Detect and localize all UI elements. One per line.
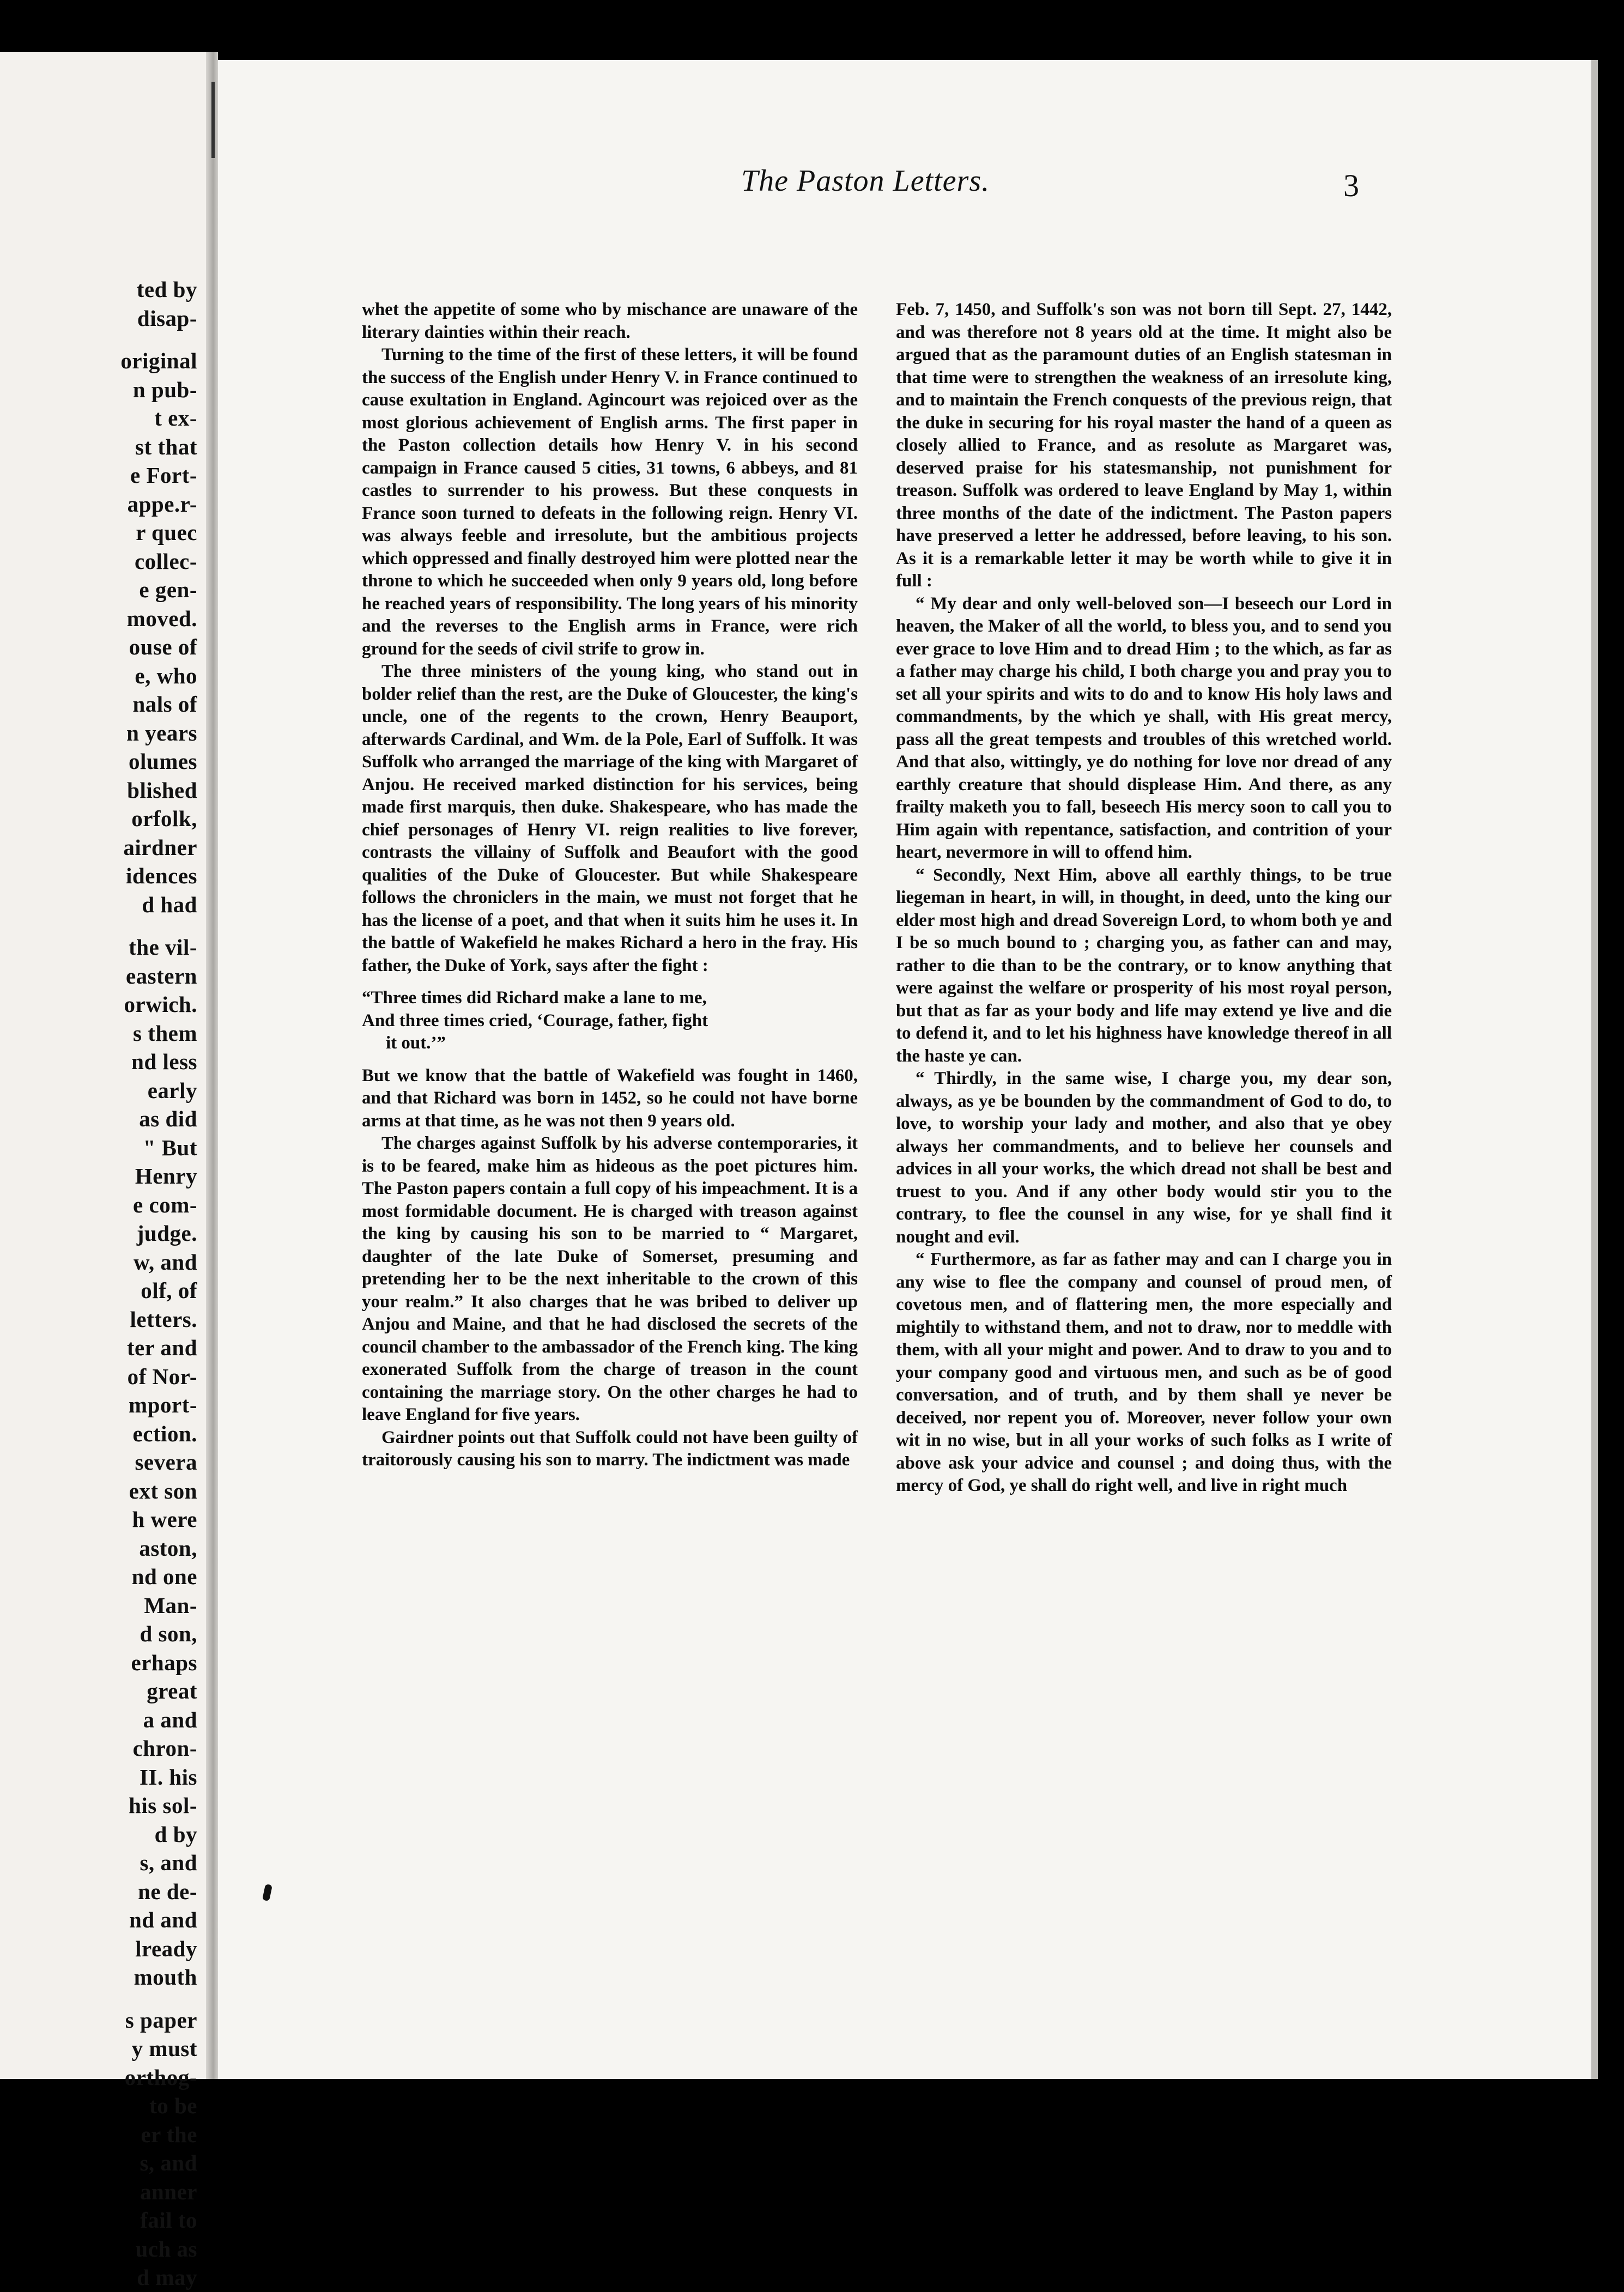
facing-page-line: ne de- (138, 1878, 197, 1904)
facing-page-line: nd one (131, 1564, 197, 1589)
facing-page-line: ted by (136, 277, 197, 302)
facing-page-line: original (120, 348, 197, 373)
facing-page-line: w, and (134, 1249, 197, 1275)
facing-page-line: er the (141, 2121, 197, 2147)
facing-page-line: y must (131, 2036, 197, 2061)
facing-page-line: s them (132, 1020, 197, 1046)
verse-quote (362, 987, 858, 1055)
facing-page-line: Henry (135, 1163, 197, 1189)
facing-page-line: ection. (132, 1421, 197, 1446)
facing-page-line: II. his (139, 1764, 197, 1790)
facing-page-line: as did (139, 1106, 197, 1131)
facing-page-line: anner (140, 2179, 197, 2204)
facing-page-line (12, 1992, 197, 2006)
facing-page-line: t ex- (154, 405, 197, 430)
facing-page-line: e com- (133, 1192, 197, 1217)
facing-page-line: lready (135, 1936, 197, 1961)
facing-page-line: e, who (135, 663, 197, 688)
paragraph: “ My dear and only well-beloved son—I beseech our Lord in heaven, the Maker of all the world, to bless you, and to send you ever grace to love Him and to dread Him ; to the which, as far as a father may charge his child, I both charge you and pray you to set all your spirits and wits to do and to know His holy laws and commandments, by the which ye shall, with His great mercy, pass all the great tempests and troubles of this wretched world. And that also, wittingly, ye do nothing for love nor dread of any earthly creature that should displease Him. And there, as any frailty maketh you to fall, beseech His mercy soon to call you to Him again with repentance, satisfaction, and contrition of your heart, nevermore in will to offend him. (896, 593, 1392, 862)
verse-line: And three times cried, ‘Courage, father, fight (362, 1010, 708, 1030)
facing-page-line: st that (135, 434, 197, 459)
facing-page-line: nd and (129, 1907, 197, 1932)
running-title: The Paston Letters. (741, 164, 990, 198)
facing-page-line: d may (137, 2265, 197, 2290)
facing-page-line: " But (143, 1135, 197, 1160)
facing-page-line: chron- (132, 1736, 197, 1761)
facing-page-line: appe.r- (127, 491, 197, 517)
facing-page-line: orthog- (124, 2064, 197, 2090)
facing-page-line: n pub- (132, 377, 197, 402)
facing-page-line: letters. (130, 1306, 197, 1332)
facing-page-line: d had (142, 892, 197, 917)
facing-page-line: airdner (123, 834, 197, 860)
facing-page-line: olf, of (141, 1278, 197, 1303)
paragraph: “ Thirdly, in the same wise, I charge you, my dear son, always, as ye be bounden by the commandment of God to do, to love, to worship your lady and mother, and also that ye obey always her commandments, and to believe her counsels and advices in all your works, the which dread not shall be best and truest to you. And if any other body would stir you to the contrary, to flee the counsel in any wise, for ye shall find it nought and evil. (896, 1069, 1392, 1247)
facing-page-line: moved. (126, 605, 197, 631)
facing-page-line: ouse of (129, 634, 197, 659)
facing-page-line: h were (132, 1507, 197, 1532)
facing-page-line: s, and (140, 1850, 197, 1875)
paragraph: The three ministers of the young king, who stand out in bolder relief than the rest, are the Duke of Gloucester, the king's uncle, one of the regents to the crown, Henry Beauport, afterwards Cardinal, and Wm. de la Pole, Earl of Suffolk. It was Suffolk who arranged the marriage of the king with Margaret of Anjou. He received marked distinction for his services, being made first marquis, then duke. Shakespeare, who has made the chief personages of Henry VI. reign realities to live forever, contrasts the villainy of Suffolk and Beaufort with the good qualities of the Duke of Gloucester. But while Shakespeare follows the chroniclers in the main, we must not forget that he has the license of a poet, and that when it suits him he uses it. In the battle of Wakefield he makes Richard a hero in the fray. His father, the Duke of York, says after the fight : (362, 662, 858, 975)
paragraph: Feb. 7, 1450, and Suffolk's son was not born till Sept. 27, 1442, and was therefore not 8 years old at the time. It might also be argued that as the paramount duties of an English statesman in that time were to strengthen the weakness of an irresolute king, and to maintain the French conquests of the previous reign, that the duke in securing for his royal master the hand of a queen as closely allied to France, and as resolute as Margaret was, deserved praise for his statesmanship, not punishment for treason. Suffolk was ordered to leave England by May 1, within three months of the date of the indictment. The Paston papers have preserved a letter he addressed, before leaving, to his son. As it is a remarkable letter it may be worth while to give it in full : (896, 300, 1392, 591)
facing-page-line: collec- (134, 548, 197, 574)
facing-page-line: d son, (140, 1621, 197, 1646)
facing-page-line: e Fort- (130, 463, 197, 488)
facing-page-line: erhaps (131, 1650, 197, 1675)
paragraph: Turning to the time of the first of these letters, it will be found the success of the English under Henry V. in France continued to cause exultation in England. Agincourt was rejoiced over as the most glorious achievement of English arms. The first paper in the Paston collection details how Henry V. in his second campaign in France caused 5 cities, 31 towns, 6 abbeys, and 81 castles to surrender to his prowess. But these conquests in France soon turned to defeats in the following reign. Henry VI. was always feeble and irresolute, but the ambitious projects which oppressed and finally destroyed him were plotted near the throne to which he succeeded when only 9 years old, long before he reached years of responsibility. The long years of his minority and the reverses to the English arms in France, were rich ground for the seeds of civil strife to grow in. (362, 345, 858, 659)
facing-page-line: severa (135, 1450, 197, 1475)
facing-page (0, 52, 207, 2290)
text-column-left (362, 299, 858, 1472)
facing-page-line: to be (149, 2093, 197, 2118)
facing-page-line: orwich. (124, 992, 197, 1017)
facing-page-line: n years (126, 720, 197, 745)
facing-page-line: mport- (129, 1392, 197, 1417)
facing-page-line: ext son (129, 1478, 197, 1503)
book-gutter (206, 52, 218, 2079)
facing-page-line: s paper (125, 2007, 197, 2033)
paragraph: “ Furthermore, as far as father may and can I charge you in any wise to flee the company and counsel of proud men, of covetous men, and of flattering men, the more especially and mightily to withstand them, and not to draw, nor to meddle with them, with all your might and power. And to draw to you and to your company good and virtuous men, and such as be of good conversation, and of truth, and by them shall ye never be deceived, nor repent you of. Moreover, never follow your own wit in no wise, but in all your works of such folks as I write of above ask your advice and counsel ; and doing thus, with the mercy of God, ye shall do right well, and live in right much (896, 1250, 1392, 1495)
facing-page-text (12, 275, 197, 2292)
facing-page-line (12, 332, 197, 347)
page-edge (1591, 60, 1598, 2079)
paragraph: “ Secondly, Next Him, above all earthly things, to be true liegeman in heart, in will, in thought, in deed, unto the king our elder most high and dread Sovereign Lord, to whom both ye and I be so much bound to ; charging you, as father can and may, rather to die than to be the contrary, or to know anything that were against the welfare or prosperity of his most royal person, but that as far as your body and life may extend ye live and die to defend it, and to let his highness have knowledge thereof in all the haste ye can. (896, 865, 1392, 1066)
facing-page-line: ter and (126, 1335, 197, 1360)
facing-page-line: of Nor- (127, 1363, 197, 1389)
facing-page-line: nd less (131, 1049, 197, 1074)
facing-page-line: orfolk, (131, 806, 197, 831)
verse-line: “Three times did Richard make a lane to me, (362, 988, 707, 1008)
facing-page-line: a and (143, 1707, 197, 1732)
facing-page-line: judge. (136, 1221, 197, 1246)
paragraph: But we know that the battle of Wakefield was fought in 1460, and that Richard was born in 1452, so he could not have borne arms at that time, as he was not then 9 years old. (362, 1065, 858, 1131)
facing-page-line: d by (154, 1821, 197, 1847)
facing-page-line: eastern (125, 963, 197, 989)
paragraph: Gairdner points out that Suffolk could not have been guilty of traitorously causing his son to marry. The indictment was made (362, 1427, 858, 1470)
facing-page-line (12, 919, 197, 933)
facing-page-line: r quec (136, 520, 197, 545)
page-number: 3 (1343, 168, 1359, 203)
facing-page-line: olumes (129, 749, 197, 774)
paragraph: The charges against Suffolk by his adverse contemporaries, it is to be feared, make him as hideous as the poet pictures him. The Paston papers contain a full copy of his impeachment. It is a most formidable document. He is charged with treason against the king by causing his son to be married to “ Margaret, daughter of the late Duke of Somerset, presuming and pretending her to be the next inheritable to the crown of this your realm.” It also charges that he was bribed to deliver up Anjou and Maine, and that he had disclosed the secrets of the council chamber to the ambassador of the French king. The king exonerated Suffolk from the charge of treason in the count containing the marriage story. On the other charges he had to leave England for five years. (362, 1133, 858, 1424)
facing-page-line: idences (125, 863, 197, 888)
facing-page-line: great (147, 1678, 197, 1703)
facing-page-line: uch as (135, 2236, 197, 2261)
facing-page-line: mouth (134, 1964, 197, 1990)
facing-page-line: s, and (140, 2150, 197, 2175)
facing-page-line: his sol- (129, 1793, 197, 1818)
paragraph: whet the appetite of some who by mischance are unaware of the literary dainties within their reach. (362, 300, 858, 342)
facing-page-line: aston, (139, 1535, 197, 1561)
verse-line: it out.’” (386, 1033, 446, 1053)
facing-page-line: early (147, 1077, 197, 1103)
facing-page-line: Man- (144, 1592, 197, 1618)
facing-page-line: nals of (132, 692, 197, 717)
facing-page-line: blished (127, 777, 197, 803)
facing-page-line: e gen- (139, 577, 197, 602)
facing-page-line: the vil- (129, 935, 197, 960)
facing-page-line: disap- (137, 305, 197, 331)
binding-mark (211, 82, 215, 158)
text-column-right (896, 299, 1392, 1497)
facing-page-line: fail to (140, 2208, 197, 2233)
